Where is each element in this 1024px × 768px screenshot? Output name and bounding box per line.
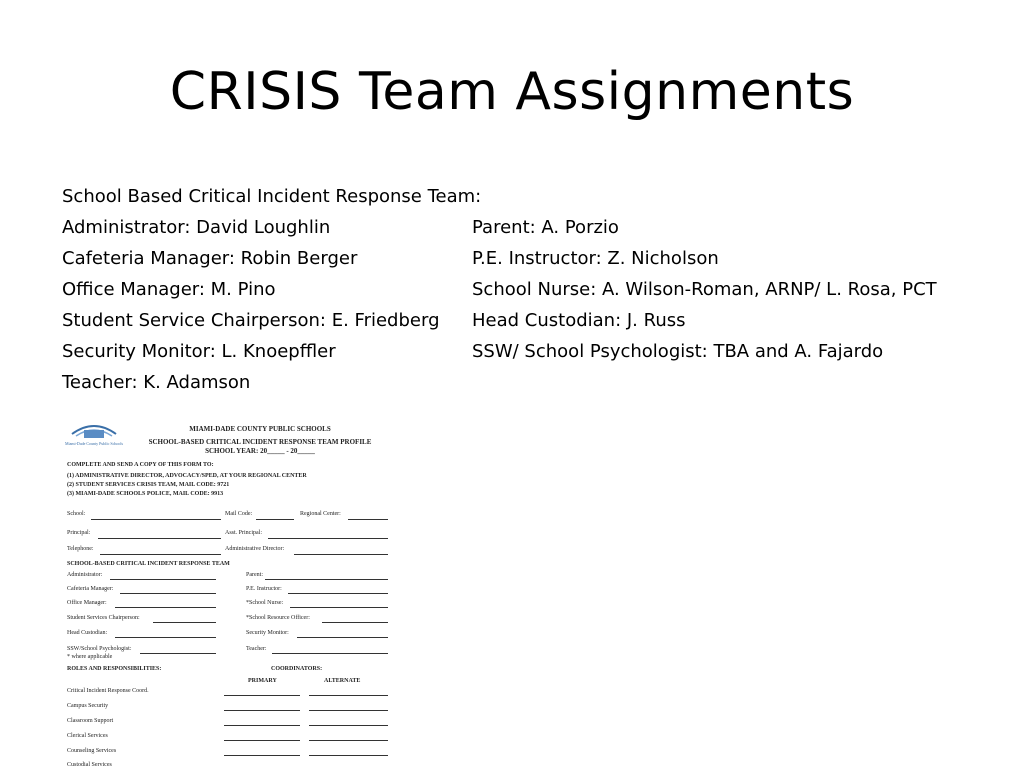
field-regional-center-label: Regional Center:: [300, 511, 341, 517]
field-line: [322, 622, 388, 623]
field-line: [224, 710, 300, 711]
alternate-heading: ALTERNATE: [324, 678, 361, 684]
coordinators-heading: COORDINATORS:: [271, 666, 323, 672]
form-header-district: MIAMI-DADE COUNTY PUBLIC SCHOOLS: [189, 425, 331, 433]
team-left-label: Office Manager:: [67, 600, 107, 606]
field-principal-label: Principal:: [67, 530, 91, 536]
team-right-label: Security Monitor:: [246, 630, 289, 636]
team-right-label: P.E. Instructor:: [246, 586, 282, 592]
field-line: [272, 653, 388, 654]
form-instruction: (3) MIAMI-DADE SCHOOLS POLICE, MAIL CODE: 9913: [67, 491, 224, 497]
right-column: [472, 217, 937, 372]
role-label: Custodial Services: [67, 762, 112, 768]
field-asst-principal-label: Asst. Principal:: [225, 530, 262, 536]
field-line: [290, 607, 388, 608]
roles-heading: ROLES AND RESPONSIBILITIES:: [67, 666, 162, 672]
field-line: [110, 579, 216, 580]
field-line: [309, 725, 388, 726]
crisis-team-profile-form: [60, 414, 395, 768]
assignment-ssw-psychologist: SSW/ School Psychologist: TBA and A. Fajardo: [472, 341, 884, 362]
field-line: [115, 607, 216, 608]
assignment-cafeteria-manager: Cafeteria Manager: Robin Berger: [62, 248, 358, 269]
assignment-office-manager: Office Manager: M. Pino: [62, 279, 276, 300]
team-right-label: *School Resource Officer:: [246, 615, 310, 621]
assignment-student-service-chair: Student Service Chairperson: E. Friedberg: [62, 310, 440, 331]
team-right-label: *School Nurse:: [246, 600, 284, 606]
role-label: Campus Security: [67, 703, 109, 709]
field-admin-director-label: Administrative Director:: [225, 546, 285, 552]
team-left-label: SSW/School Psychologist:: [67, 646, 132, 652]
field-mail-code-label: Mail Code:: [225, 511, 253, 517]
form-instruction: (1) ADMINISTRATIVE DIRECTOR, ADVOCACY/SPED, AT YOUR REGIONAL CENTER: [67, 473, 307, 479]
team-left-label: Administrator:: [67, 572, 103, 578]
field-line: [297, 637, 388, 638]
field-line: [115, 637, 216, 638]
assignment-administrator: Administrator: David Loughlin: [62, 217, 331, 238]
team-heading: SCHOOL-BASED CRITICAL INCIDENT RESPONSE TEAM: [67, 561, 230, 567]
role-label: Clerical Services: [67, 733, 108, 739]
school-district-logo-icon: [64, 418, 124, 448]
form-header-year: SCHOOL YEAR: 20_____ - 20_____: [205, 447, 315, 455]
field-line: [294, 554, 388, 555]
field-line: [309, 710, 388, 711]
field-line: [153, 622, 216, 623]
field-line: [268, 538, 388, 539]
role-label: Critical Incident Response Coord.: [67, 688, 149, 694]
form-instruction: COMPLETE AND SEND A COPY OF THIS FORM TO:: [67, 462, 214, 468]
field-line: [140, 653, 216, 654]
primary-heading: PRIMARY: [248, 678, 277, 684]
field-line: [100, 554, 221, 555]
field-line: [98, 538, 221, 539]
assignment-parent: Parent: A. Porzio: [472, 217, 619, 238]
field-line: [348, 519, 388, 520]
field-line: [120, 593, 216, 594]
team-left-label: Head Custodian:: [67, 630, 108, 636]
left-column: [62, 217, 440, 403]
slide-title: CRISIS Team Assignments: [169, 62, 855, 122]
form-instruction: (2) STUDENT SERVICES CRISIS TEAM, MAIL CODE: 9721: [67, 482, 230, 488]
assignment-school-nurse: School Nurse: A. Wilson-Roman, ARNP/ L. Rosa, PCT: [472, 279, 937, 300]
field-line: [309, 695, 388, 696]
team-intro: School Based Critical Incident Response Team:: [62, 186, 482, 207]
field-line: [256, 519, 294, 520]
role-label: Classroom Support: [67, 718, 114, 724]
logo-caption: Miami-Dade County Public Schools: [64, 441, 124, 446]
field-line: [309, 740, 388, 741]
team-right-label: Teacher:: [246, 646, 267, 652]
form-header-profile: SCHOOL-BASED CRITICAL INCIDENT RESPONSE TEAM PROFILE: [148, 438, 372, 446]
field-school-label: School:: [67, 511, 86, 517]
field-line: [265, 579, 388, 580]
role-label: Counseling Services: [67, 748, 117, 754]
assignment-security-monitor: Security Monitor: L. Knoepffler: [62, 341, 336, 362]
team-left-label: Cafeteria Manager:: [67, 586, 114, 592]
field-line: [224, 740, 300, 741]
team-left-label: Student Services Chairperson:: [67, 615, 140, 621]
assignment-pe-instructor: P.E. Instructor: Z. Nicholson: [472, 248, 719, 269]
where-applicable-note: * where applicable: [67, 654, 113, 660]
field-line: [91, 519, 221, 520]
field-line: [224, 725, 300, 726]
field-line: [288, 593, 388, 594]
field-telephone-label: Telephone:: [67, 546, 94, 552]
field-line: [224, 695, 300, 696]
assignment-teacher: Teacher: K. Adamson: [62, 372, 251, 393]
field-line: [224, 755, 300, 756]
team-right-label: Parent:: [246, 572, 263, 578]
assignment-head-custodian: Head Custodian: J. Russ: [472, 310, 686, 331]
field-line: [309, 755, 388, 756]
